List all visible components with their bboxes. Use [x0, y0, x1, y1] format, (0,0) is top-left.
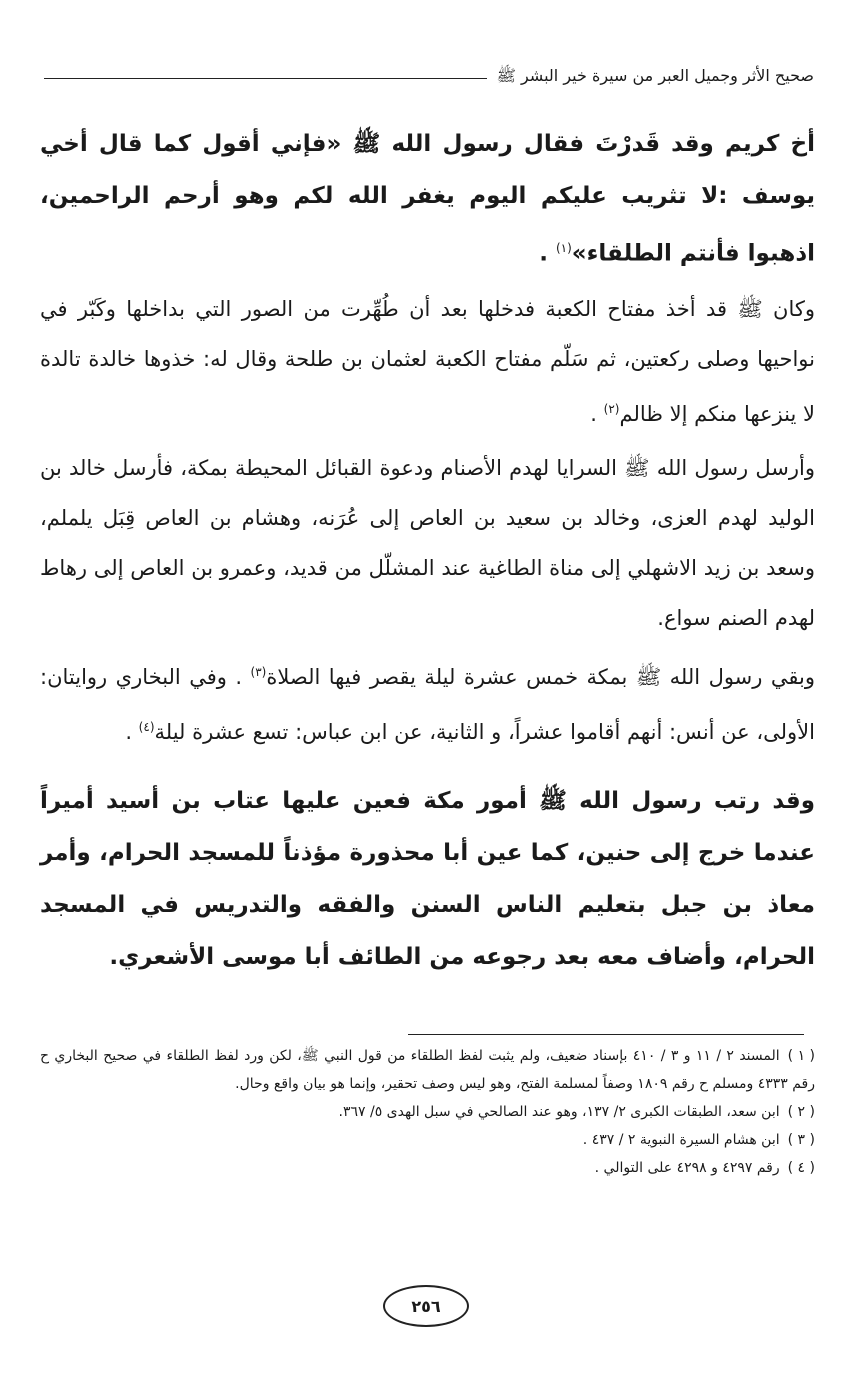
- running-header: [44, 62, 814, 92]
- footnote-number: ( ٣ ): [787, 1132, 815, 1148]
- paragraph-5-text: وقد رتب رسول الله ﷺ أمور مكة فعين عليها عتاب بن أسيد أميراً عندما خرج إلى حنين، كما عين أبا محذورة مؤذناً للمسجد الحرام، وأمر معاذ بن جبل بتعليم الناس السنن والفقه والتدريس في المسجد الحرام، وأضاف معه بعد رجوعه من الطائف أبا موسى الأشعري.: [40, 787, 815, 970]
- paragraph-3: [40, 443, 815, 643]
- footnotes: [40, 1042, 815, 1182]
- footnote-text: ابن سعد، الطبقات الكبرى ٢/ ١٣٧، وهو عند الصالحي في سبل الهدى ٥/ ٣٦٧.: [338, 1104, 780, 1120]
- header-title: صحيح الأثر وجميل العبر من سيرة خير البشر ﷺ: [496, 65, 814, 85]
- footnote-2: [40, 1098, 815, 1126]
- paragraph-2-text: وكان ﷺ قد أخذ مفتاح الكعبة فدخلها بعد أن طُهِّرت من الصور التي بداخلها وكَبّر في نواحيها وصلى ركعتين، ثم سَلّم مفتاح الكعبة لعثمان بن طلحة وقال له: خذوها خالدة تالدة لا ينزعها منكم إلا ظالم: [40, 296, 815, 426]
- paragraph-1-tail: .: [539, 240, 556, 267]
- footnote-number: ( ١ ): [787, 1048, 816, 1064]
- paragraph-1-text: أخ كريم وقد قَدرْتَ فقال رسول الله ﷺ «فإني أقول كما قال أخي يوسف :لا تثريب عليكم اليوم يغفر الله لكم وهو أرحم الراحمين، اذهبوا فأنتم الطلقاء»: [40, 131, 815, 267]
- main-text: [40, 118, 815, 983]
- footnote-text: المسند ٢ / ١١ و ٣ / ٤١٠ بإسناد ضعيف، ولم يثبت لفظ الطلقاء من قول النبي ﷺ، لكن ورد لفظ الطلقاء في صحيح البخاري ح رقم ٤٣٣٣ ومسلم ح رقم ١٨٠٩ وصفاً لمسلمة الفتح، وهو ليس وصف تحقير، وإنما هو بيان واقع وحال.: [40, 1048, 815, 1092]
- footnote-3: [40, 1126, 815, 1154]
- footnote-separator: [408, 1034, 804, 1035]
- footnote-ref-4: (٤): [138, 719, 155, 734]
- paragraph-4: [40, 647, 815, 757]
- paragraph-4-text: وبقي رسول الله ﷺ بمكة خمس عشرة ليلة يقصر فيها الصلاة: [266, 664, 815, 689]
- footnote-ref-3: (٣): [250, 664, 267, 679]
- paragraph-5: [40, 775, 815, 983]
- paragraph-2: [40, 284, 815, 439]
- footnote-4: [40, 1154, 815, 1182]
- paragraph-4-mid: . وفي البخاري روايتان: الأولى، عن أنس: أنهم أقاموا عشراً، و الثانية، عن ابن عباس: تسع عشرة ليلة: [40, 664, 815, 744]
- footnote-text: ابن هشام السيرة النبوية ٢ / ٤٣٧ .: [582, 1132, 780, 1148]
- paragraph-4-tail: .: [125, 719, 139, 744]
- footnote-ref-2: (٢): [603, 401, 620, 416]
- page-number: [383, 1285, 469, 1327]
- footnote-ref-1: (١): [555, 241, 572, 255]
- header-rule: [44, 78, 487, 79]
- paragraph-2-tail: .: [590, 401, 604, 426]
- footnote-number: ( ٤ ): [787, 1160, 815, 1176]
- page-number-text: ٢٥٦: [411, 1296, 441, 1316]
- footnote-number: ( ٢ ): [787, 1104, 815, 1120]
- footnote-text: رقم ٤٢٩٧ و ٤٢٩٨ على التوالي .: [594, 1160, 780, 1176]
- footnote-1: [40, 1042, 815, 1098]
- paragraph-1: [40, 118, 815, 280]
- paragraph-3-text: وأرسل رسول الله ﷺ السرايا لهدم الأصنام ودعوة القبائل المحيطة بمكة، فأرسل خالد بن الوليد لهدم العزى، وخالد بن سعيد بن العاص إلى عُرَنه، وهشام بن العاص قِبَل يلملم، وسعد بن زيد الاشهلي إلى مناة الطاغية عند المشلّل من قديد، وعمرو بن العاص إلى رهاط لهدم الصنم سواع.: [40, 455, 815, 630]
